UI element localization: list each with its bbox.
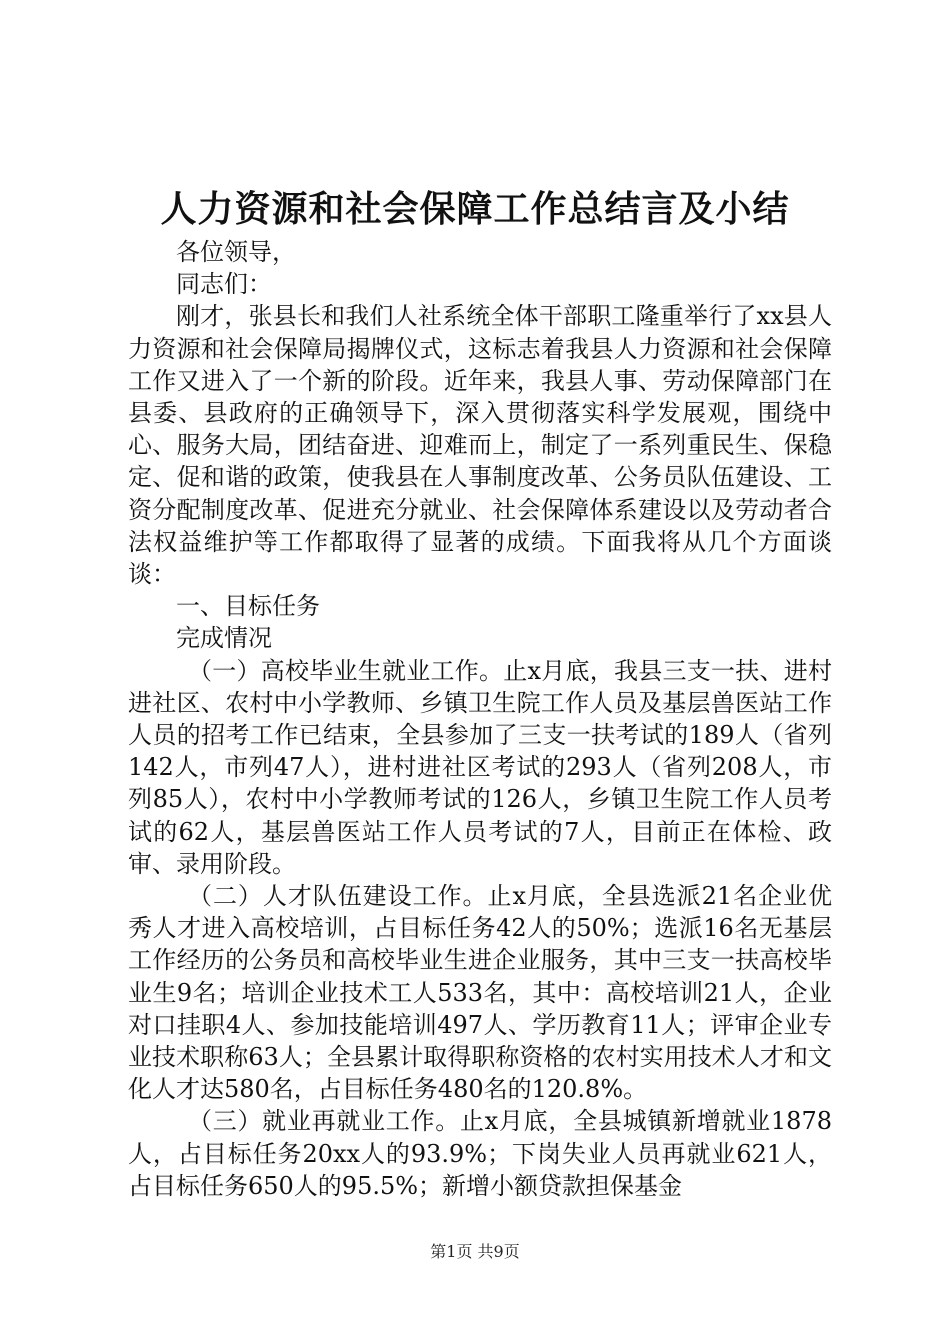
paragraph-reemployment: （三）就业再就业工作。止x月底，全县城镇新增就业1878人，占目标任务20xx人的93.9%；下岗失业人员再就业621人，占目标任务650人的95.5%；新增小额贷款担保基金 xyxy=(128,1107,832,1200)
document-title: 人力资源和社会保障工作总结言及小结 xyxy=(160,188,790,230)
page-number-footer: 第1页 共9页 xyxy=(430,1242,520,1261)
intro-paragraph: 刚才，张县长和我们人社系统全体干部职工隆重举行了xx县人力资源和社会保障局揭牌仪式，这标志着我县人力资源和社会保障工作又进入了一个新的阶段。近年来，我县人事、劳动保障部门在县委、县政府的正确领导下，深入贯彻落实科学发展观，围绕中心、服务大局，团结奋进、迎难而上，制定了一系列重民生、保稳定、促和谐的政策，使我县在人事制度改革、公务员队伍建设、工资分配制度改革、促进充分就业、社会保障体系建设以及劳动者合法权益维护等工作都取得了显著的成绩。下面我将从几个方面谈谈： xyxy=(128,302,832,589)
section-heading-targets: 一、目标任务 xyxy=(176,592,320,621)
paragraph-talent-team: （二）人才队伍建设工作。止x月底，全县选派21名企业优秀人才进入高校培训，占目标任务42人的50%；选派16名无基层工作经历的公务员和高校毕业生进企业服务，其中三支一扶高校毕业生9名；培训企业技术工人533名，其中：高校培训21人，企业对口挂职4人、参加技能培训497人、学历教育11人；评审企业专业技术职称63人；全县累计取得职称资格的农村实用技术人才和文化人才达580名，占目标任务480名的120.8%。 xyxy=(128,882,832,1104)
section-subheading-completion: 完成情况 xyxy=(176,624,272,653)
document-body xyxy=(128,236,832,1202)
paragraph-graduate-employment: （一）高校毕业生就业工作。止x月底，我县三支一扶、进村进社区、农村中小学教师、乡镇卫生院工作人员及基层兽医站工作人员的招考工作已结束，全县参加了三支一扶考试的189人（省列142人，市列47人），进村进社区考试的293人（省列208人，市列85人），农村中小学教师考试的126人，乡镇卫生院工作人员考试的62人，基层兽医站工作人员考试的7人，目前正在体检、政审、录用阶段。 xyxy=(128,656,832,878)
salutation-leaders: 各位领导， xyxy=(176,238,296,266)
salutation-comrades: 同志们： xyxy=(176,270,272,299)
